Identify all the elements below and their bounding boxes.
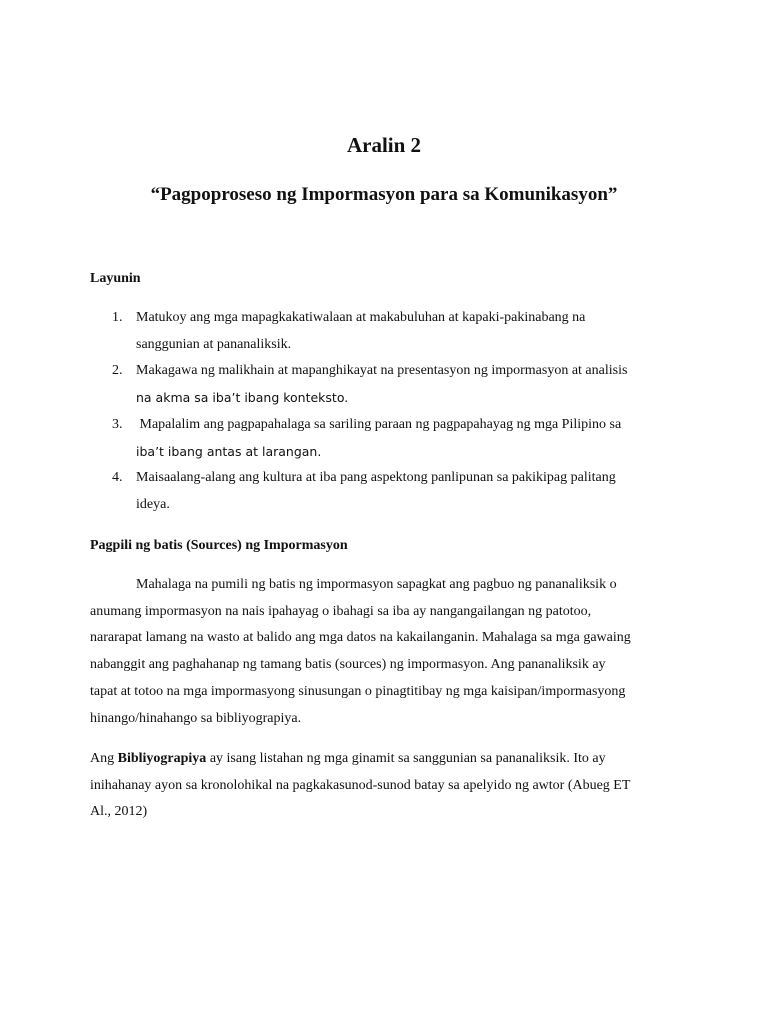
lesson-subtitle: “Pagpoproseso ng Impormasyon para sa Komunikasyon” xyxy=(150,184,618,205)
objective-line: na akma sa iba’t ibang konteksto. xyxy=(136,390,349,406)
paragraph-line xyxy=(90,572,682,599)
paragraph-line: hinango/hinahango sa bibliyograpiya. xyxy=(90,710,302,726)
objective-number: 2. xyxy=(112,363,123,379)
paragraph-line: anumang impormasyon na nais ipahayag o ibahagi sa iba ay nangangailangan ng patotoo, xyxy=(90,603,592,619)
bibliography-line1-rest: ay isang listahan ng mga ginamit sa sanggunian sa pananaliksik. Ito ay xyxy=(206,751,606,766)
objective-line: iba’t ibang antas at larangan. xyxy=(136,443,322,459)
objective-item-3 xyxy=(90,412,690,465)
objective-line: Makagawa ng malikhain at mapanghikayat na presentasyon ng impormasyon at analisis xyxy=(136,363,628,379)
objectives-heading: Layunin xyxy=(90,271,141,286)
paragraph-line-text: Mahalaga na pumili ng batis ng impormasyon sapagkat ang pagbuo ng pananaliksik o xyxy=(136,577,617,592)
objective-line: sanggunian at pananaliksik. xyxy=(136,336,292,352)
objective-item-4 xyxy=(90,465,690,518)
objective-line: ideya. xyxy=(136,496,170,512)
bibliography-term: Bibliyograpiya xyxy=(117,751,207,766)
objective-item-1 xyxy=(90,305,690,358)
objective-line: Mapalalim ang pagpapahalaga sa sariling paraan ng pagpapahayag ng mga Pilipino sa xyxy=(136,416,622,432)
objective-line: Maisaalang-alang ang kultura at iba pang aspektong panlipunan sa pakikipag palitang xyxy=(136,470,616,486)
paragraph-line: nararapat lamang na wasto at balido ang mga datos na kakailanganin. Mahalaga sa mga gawaing xyxy=(90,630,631,646)
bibliography-paragraph xyxy=(90,746,682,826)
objective-item-2 xyxy=(90,358,690,411)
lesson-title: Aralin 2 xyxy=(346,133,422,157)
objective-line: Matukoy ang mga mapagkakatiwalaan at makabuluhan at kapaki-pakinabang na xyxy=(136,310,586,325)
objectives-list xyxy=(90,305,690,519)
objective-number: 1. xyxy=(112,310,123,325)
sources-paragraph xyxy=(90,572,682,732)
sources-heading: Pagpili ng batis (Sources) ng Impormasyon xyxy=(90,538,348,553)
paragraph-line: Al., 2012) xyxy=(90,804,148,820)
objective-number: 3. xyxy=(112,416,123,432)
paragraph-line: nabanggit ang paghahanap ng tamang batis (sources) ng impormasyon. Ang pananaliksik ay xyxy=(90,657,606,673)
objective-number: 4. xyxy=(112,470,123,486)
bibliography-prefix: Ang xyxy=(90,751,118,766)
paragraph-line: tapat at totoo na mga impormasyong sinusungan o pinagtitibay ng mga kaisipan/impormasyong xyxy=(90,683,626,699)
paragraph-line: inihahanay ayon sa kronolohikal na pagkakasunod-sunod batay sa apelyido ng awtor (Abueg ET xyxy=(90,777,631,793)
paragraph-line xyxy=(90,746,682,773)
